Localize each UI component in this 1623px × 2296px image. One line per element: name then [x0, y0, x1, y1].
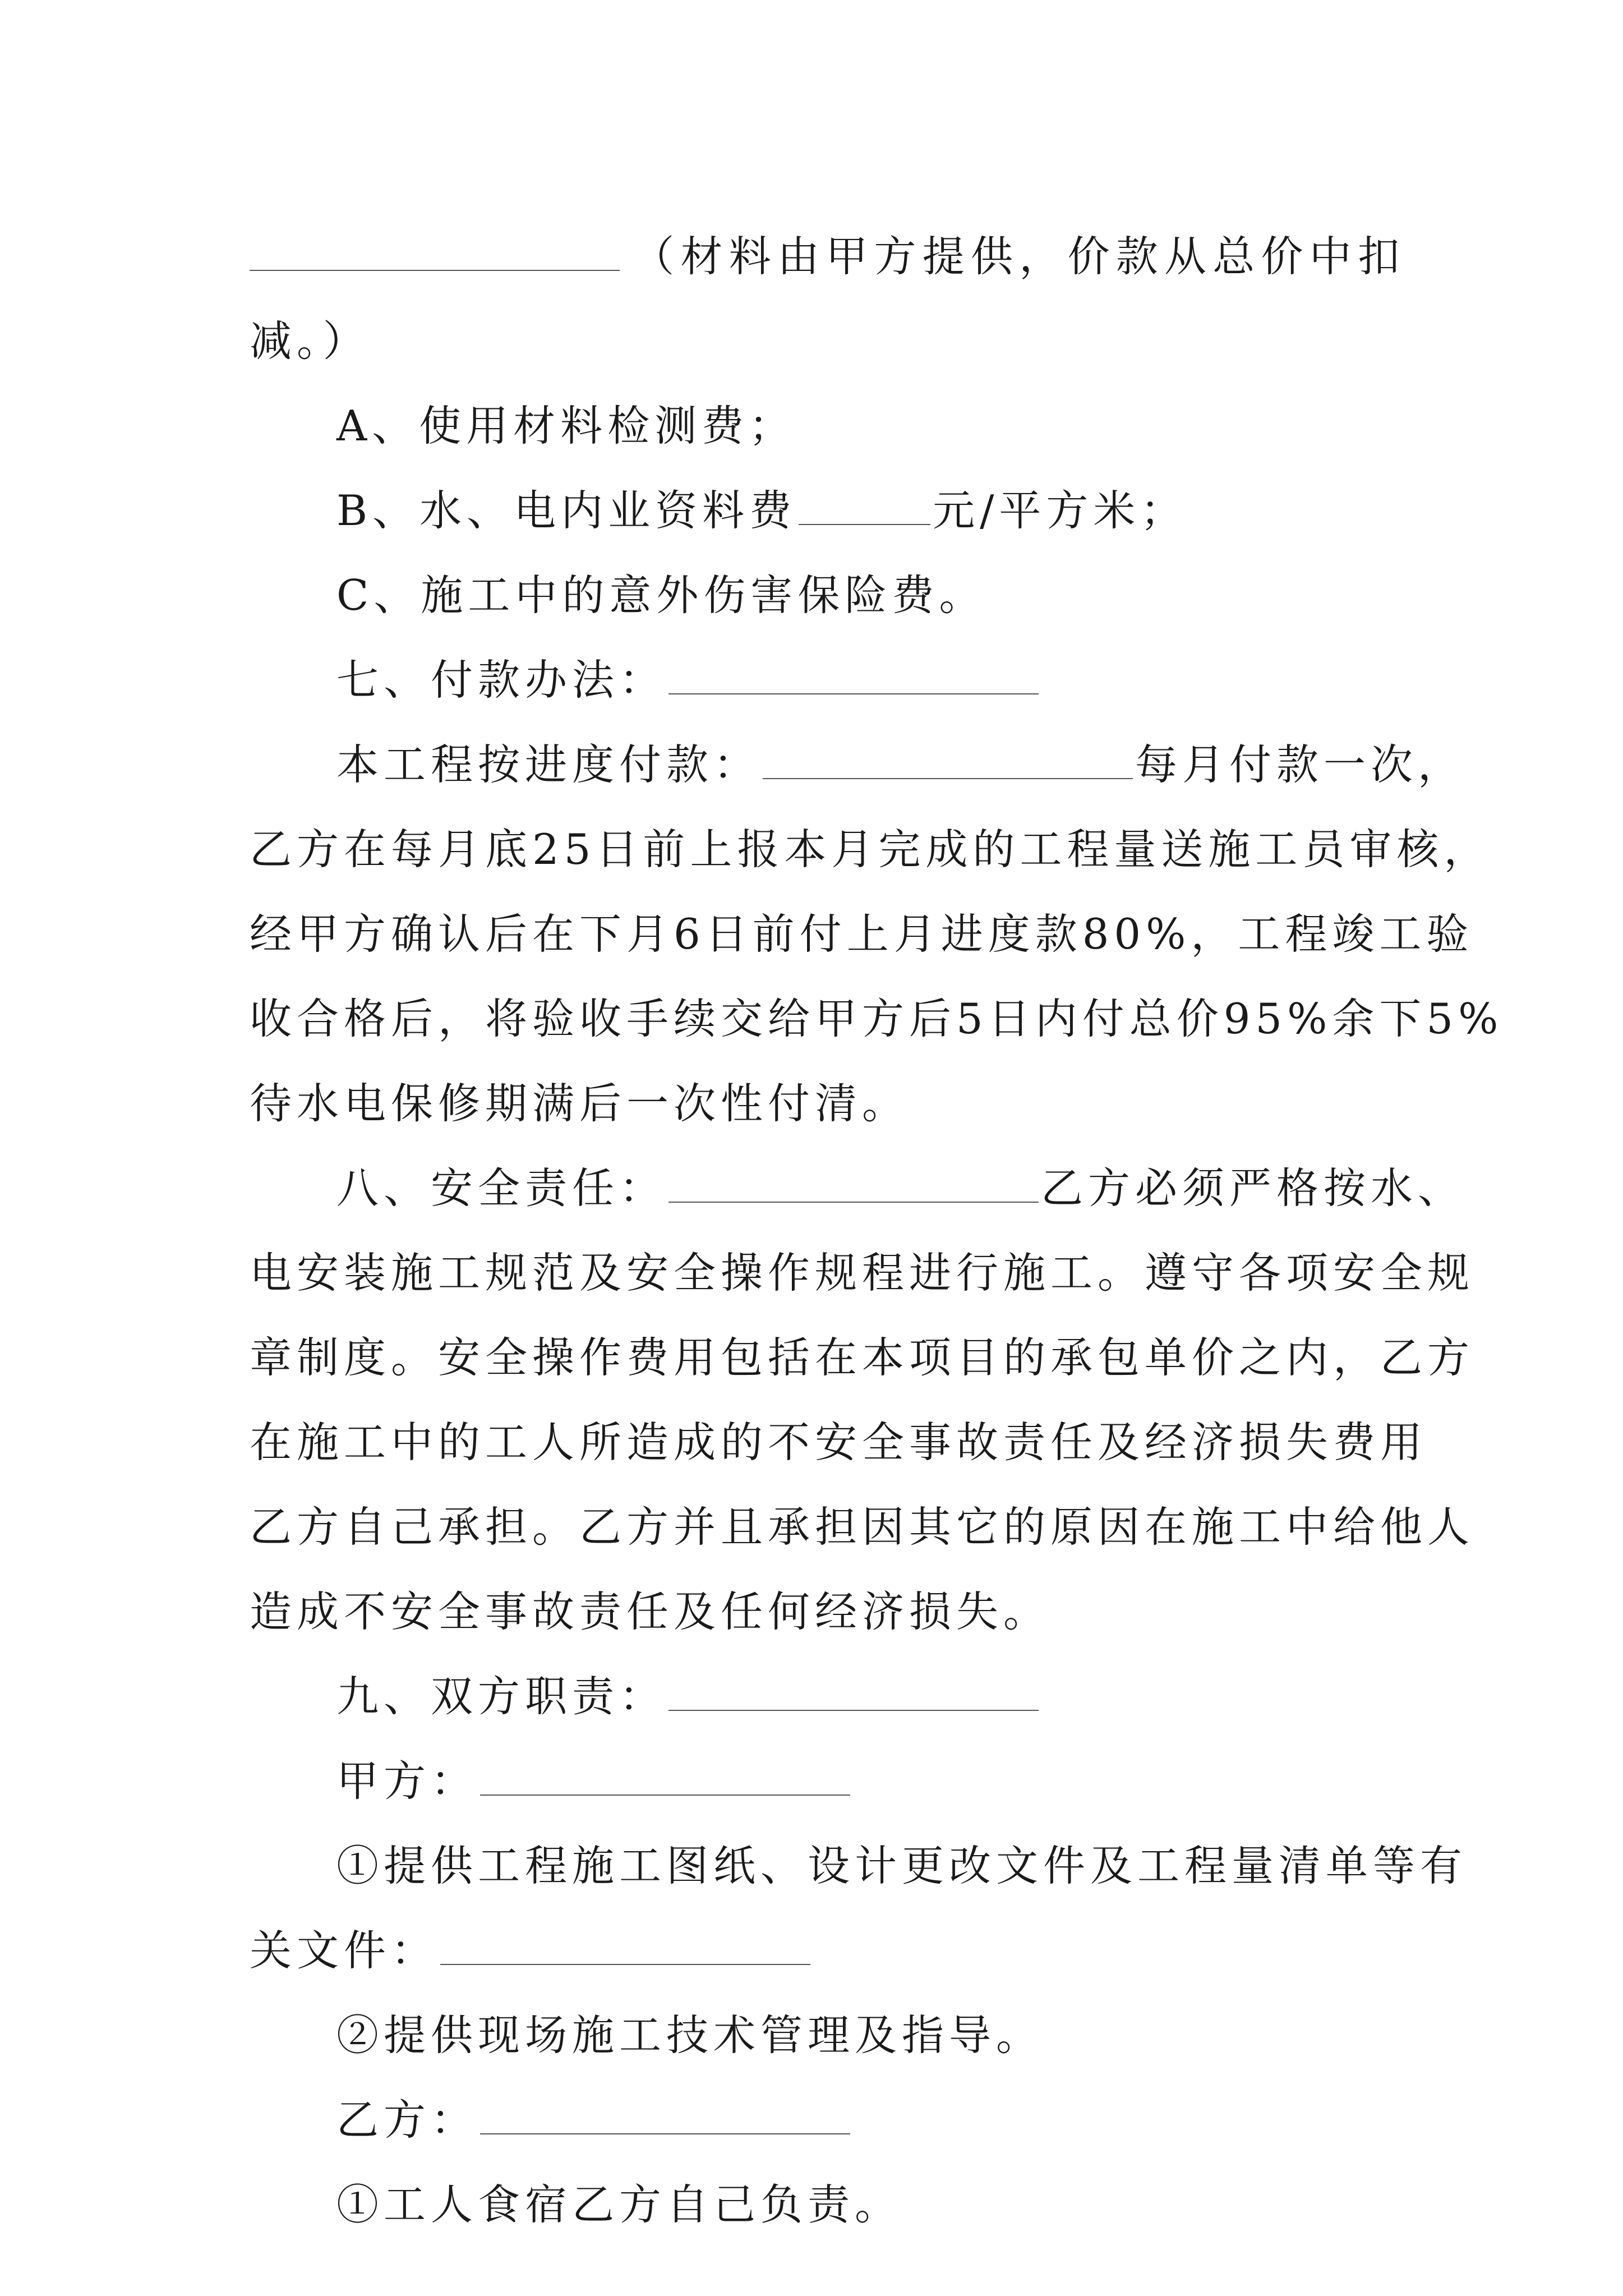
text-segment: 七、付款办法：: [336, 655, 667, 705]
text-line: [250, 1570, 1405, 1654]
text-line: [250, 214, 1405, 299]
text-segment: 经甲方确认后在下月6日前付上月进度款80%，工程竣工验: [250, 909, 1474, 959]
text-line: [250, 1315, 1475, 1400]
fill-in-blank: [799, 513, 930, 525]
fill-in-blank: [440, 1953, 810, 1965]
text-line: [250, 468, 1405, 553]
text-segment: ②提供现场施工技术管理及指导。: [336, 2010, 1044, 2060]
fill-in-blank: [250, 259, 620, 271]
text-segment: 章制度。安全操作费用包括在本项目的承包单价之内，乙方: [250, 1333, 1475, 1382]
fill-in-blank: [668, 1699, 1039, 1711]
text-segment: 减。）: [250, 316, 370, 366]
text-line: [250, 2078, 1405, 2162]
text-line: [250, 553, 1405, 638]
text-line: [250, 1824, 1468, 1908]
text-line: [250, 2162, 1405, 2247]
text-segment: 甲方：: [336, 1756, 478, 1806]
text-line: [250, 977, 1504, 1061]
text-segment: 本工程按进度付款：: [336, 740, 761, 789]
text-line: [250, 1739, 1405, 1824]
text-segment: ①工人食宿乙方自己负责。: [336, 2180, 902, 2229]
text-line: [250, 1400, 1428, 1485]
text-segment: 造成不安全事故责任及任何经济损失。: [250, 1587, 1051, 1636]
text-segment: 乙方在每月底25日前上报本月完成的工程量送施工员审核，: [250, 825, 1491, 874]
text-line: [250, 1993, 1405, 2078]
fill-in-blank: [763, 767, 1133, 779]
text-line: [250, 892, 1474, 977]
text-segment: 每月付款一次，: [1135, 740, 1465, 789]
section-heading: [250, 1654, 1405, 1739]
text-segment: ①提供工程施工图纸、设计更改文件及工程量清单等有: [336, 1841, 1468, 1890]
text-segment: A、使用材料检测费；: [336, 401, 796, 450]
text-line: [250, 384, 1405, 468]
text-segment: 乙方自己承担。乙方并且承担因其它的原因在施工中给他人: [250, 1502, 1475, 1552]
text-segment: 收合格后，将验收手续交给甲方后5日内付总价95%余下5%: [250, 994, 1504, 1043]
fill-in-blank: [668, 1190, 1039, 1203]
text-segment: 关文件：: [250, 1926, 439, 1975]
text-line: [250, 807, 1491, 892]
text-line: [250, 1485, 1475, 1570]
text-line: [250, 1061, 1405, 1146]
text-segment: B、水、电内业资料费: [336, 486, 797, 535]
text-line: [250, 299, 1405, 384]
text-line: [250, 723, 1465, 807]
text-segment: 乙方必须严格按水、: [1041, 1163, 1465, 1213]
text-segment: 在施工中的工人所造成的不安全事故责任及经济损失费用: [250, 1418, 1428, 1467]
text-line: [250, 1908, 1405, 1993]
section-heading: [250, 638, 1405, 723]
text-segment: （材料由甲方提供，价款从总价中扣: [631, 232, 1405, 281]
text-segment: 九、双方职责：: [336, 1672, 667, 1721]
text-segment: 电安装施工规范及安全操作规程进行施工。遵守各项安全规: [250, 1248, 1475, 1297]
text-segment: 八、安全责任：: [336, 1163, 667, 1213]
text-line: [250, 1231, 1475, 1315]
text-segment: 元/平方米；: [933, 486, 1188, 535]
section-heading: [250, 1146, 1465, 1231]
text-segment: 待水电保修期满后一次性付清。: [250, 1079, 910, 1128]
text-segment: C、施工中的意外伤害保险费。: [336, 570, 986, 620]
text-segment: 乙方：: [336, 2095, 478, 2145]
fill-in-blank: [480, 1783, 850, 1796]
fill-in-blank: [668, 682, 1039, 694]
fill-in-blank: [480, 2122, 850, 2134]
document-body: [250, 214, 1504, 2247]
